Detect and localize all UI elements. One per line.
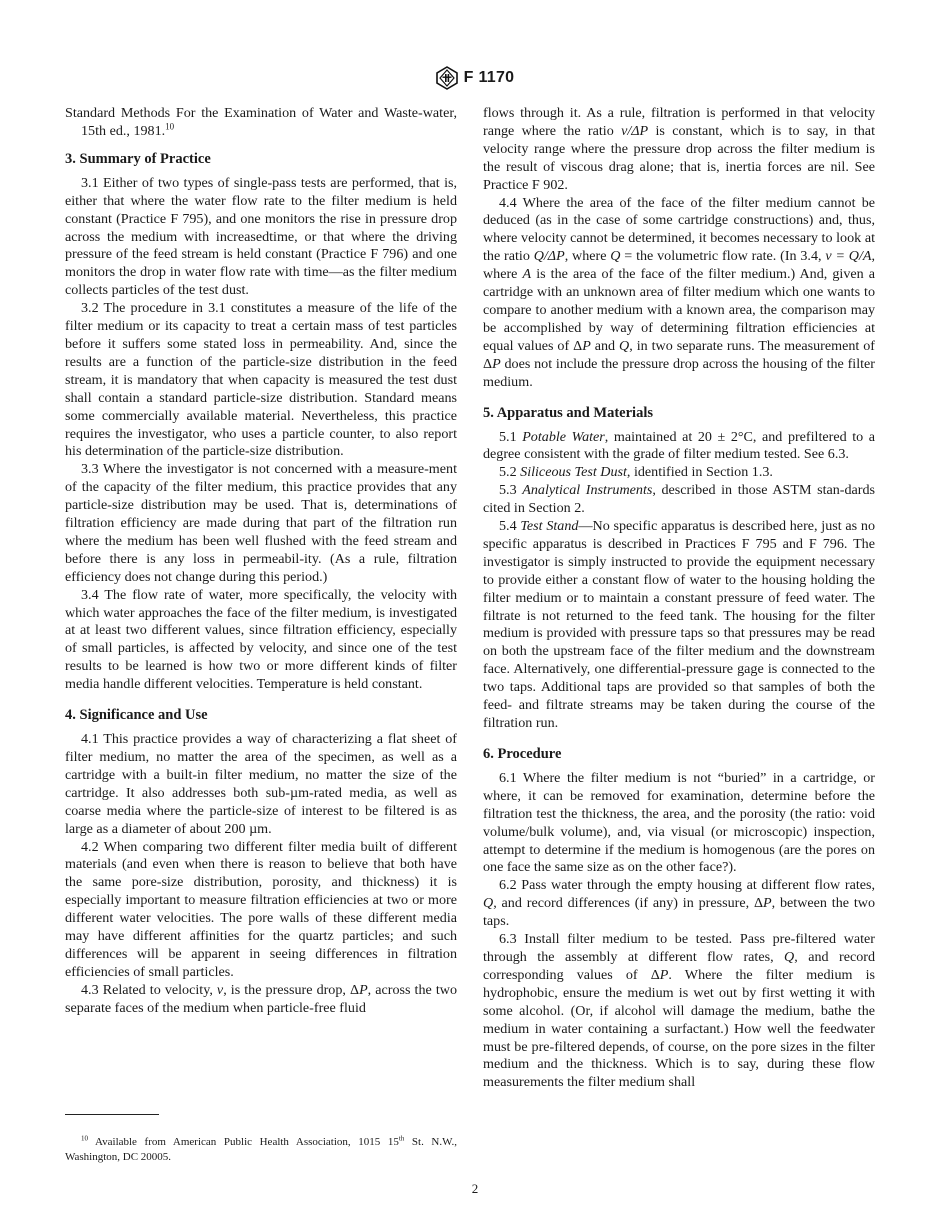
paragraph-3-4: 3.4 The flow rate of water, more specifically, the velocity with which water approaches the face of the filter medium, is investigated at at least two different values, since filtration efficiency, especially of small particles, is affected by velocity, and since one of the test results to be learned is how two or more different kinds of filter media handle different velocities. Temperature is held constant. — [65, 586, 457, 693]
paragraph-5-3: 5.3 Analytical Instruments, described in those ASTM stan-dards cited in Section 2. — [483, 482, 876, 517]
paragraph-3-2: 3.2 The procedure in 3.1 constitutes a measure of the life of the filter medium or its capacity to treat a certain mass of test particles before it suffers some stated loss in permeability. And, since the results are a function of the particle-size distribution in the feed stream, it is mandatory that when capacity is measured the test dust shall contain a standard particle-size distribution. Standard means some commercially available material. Nevertheless, this practice requires the investigator, who uses a particle counter, to also report his determination of the particle-size distribution. — [65, 300, 457, 460]
paragraph-3-1: 3.1 Either of two types of single-pass tests are performed, that is, either that where the water flow rate to the filter medium is held constant (Practice F 795), and one monitors the rise in pressure drop across the medium with increasedtime, or that where the driving pressure of the feed stream is held constant (Practice F 796) and one monitors the drop in water flow rate with time—as the filter medium collects particles of the test dust. — [65, 174, 457, 299]
paragraph-5-2: 5.2 Siliceous Test Dust, identified in Section 1.3. — [499, 464, 773, 481]
astm-logo-icon — [436, 66, 458, 90]
paragraph-4-1: 4.1 This practice provides a way of characterizing a flat sheet of filter medium, no matter the area of the specimen, as well as a cartridge with a built-in filter medium, no matter the size of the cartridge. It also addresses both sub-µm-rated media, as well as coarse media where the particle-size of interest to be filtered is as large as a diameter of about 200 µm. — [65, 731, 457, 837]
paragraph-4-3: 4.3 Related to velocity, v, is the pressure drop, ΔP, across the two separate faces of the medium when particle-free fluid — [65, 981, 457, 1016]
paragraph-4-4: 4.4 Where the area of the face of the filter medium cannot be deduced (as in the case of some cartridge constructions) and, thus, where velocity cannot be determined, it becomes necessary to look at the ratio Q/ΔP, where Q = the volumetric flow rate. (In 3.4, v = Q/A, where A is the area of the face of the filter medium.) And, given a cartridge with an unknown area of filter medium which one wants to compare to another medium with a known area, the comparison may be accomplished by way of determining filtration efficiencies at equal values of ΔP and Q, in two separate runs. The measurement of ΔP does not include the pressure drop across the housing of the filter medium. — [483, 194, 876, 390]
reference-entry: Standard Methods For the Examination of Water and Waste-water, 15th ed., 1981.10 — [65, 105, 457, 139]
footnote-divider — [65, 1114, 159, 1115]
page-number: 2 — [471, 1181, 479, 1196]
standard-designation: F 1170 — [463, 69, 515, 86]
page-header — [0, 66, 950, 90]
section-6-heading: 6. Procedure — [483, 745, 562, 762]
paragraph-5-1: 5.1 Potable Water, maintained at 20 ± 2°C, and prefiltered to a degree consistent with the grade of filter medium tested. See 6.3. — [483, 428, 876, 463]
section-3-heading: 3. Summary of Practice — [65, 150, 211, 167]
paragraph-6-3: 6.3 Install filter medium to be tested. Pass pre-filtered water through the assembly at different flow rates, Q, and record corresponding values of ΔP. Where the filter medium is hydrophobic, ensure the medium is wet out by first wetting it with some alcohol. (Or, if alcohol will damage the medium, bathe the medium in water containing a surfactant.) How well the feedwater must be pre-filtered depends, of course, on the pore sizes in the filter medium and the thickness. Which is to say, during these flow measurements the filter medium shall — [483, 931, 875, 1091]
footnote-10: $^{10}$ Available from American Public Health Association, 1015 15th St. N.W., Washington, DC 20005. — [65, 1134, 457, 1163]
section-5-heading: 5. Apparatus and Materials — [483, 404, 653, 421]
paragraph-6-1: 6.1 Where the filter medium is not “buried” in a cartridge, or where, it can be removed for examination, determine before the filtration test the thickness, the area, and the porosity (the ratio: void volume/bulk volume), and, via visual (or microscopic) inspection, attempt to determine if the medium is homogenous (are the pores on one face the same size as on the other face?). — [483, 769, 875, 876]
paragraph-3-3: 3.3 Where the investigator is not concerned with a measure-ment of the capacity of the filter medium, this practice provides that any particle-size distribution may be used. That is, determinations of filtration efficiency are made during that part of the filtration run where the medium has been well flushed with the feed stream and before there is any loss in permeabil-ity. (As a rule, filtration efficiency does not change during this period.) — [65, 461, 457, 585]
left-column — [65, 105, 457, 1018]
paragraph-5-4: 5.4 Test Stand—No specific apparatus is described here, just as no specific apparatus is described in Practices F 795 and F 796. The investigator is simply instructed to provide the equipment necessary to provide either a constant flow of water to the housing holding the filter medium or to maintain a constant pressure of feed water. The filtrate is not returned to the feed tank. The housing for the filter medium is provided with pressure taps so that pressures may be read on both the upstream face of the filter medium and the downstream face. Alternatively, one differential-pressure gage is connected to the two taps. Additional taps are provided so that samples of both the feed- and filtrate streams may be taken during the course of the filtration run. — [483, 518, 876, 731]
right-column — [483, 105, 875, 1092]
paragraph-6-2: 6.2 Pass water through the empty housing at different flow rates, Q, and record differences (if any) in pressure, ΔP, between the two taps. — [483, 877, 875, 930]
paragraph-4-3-cont: flows through it. As a rule, filtration is performed in that velocity range where the ratio v/ΔP is constant, which is to say, in that velocity range where the pressure drop across the filter medium is the result of viscous drag alone; that is, inertia forces are nil. See Practice F 902. — [483, 105, 875, 193]
section-4-heading: 4. Significance and Use — [65, 707, 208, 724]
paragraph-4-2: 4.2 When comparing two different filter media built of different materials (and even when there is reason to believe that both have the same pore-size distribution, porosity, and thickness) it is especially important to measure filtration efficiencies at two or more different water velocities. The pore walls of these different media may have different affinities for the quartz particles; and such differences will be apparent in seeing differences in filtration efficiencies of small particles. — [65, 838, 457, 980]
footnote-ref: 10 — [165, 121, 175, 132]
